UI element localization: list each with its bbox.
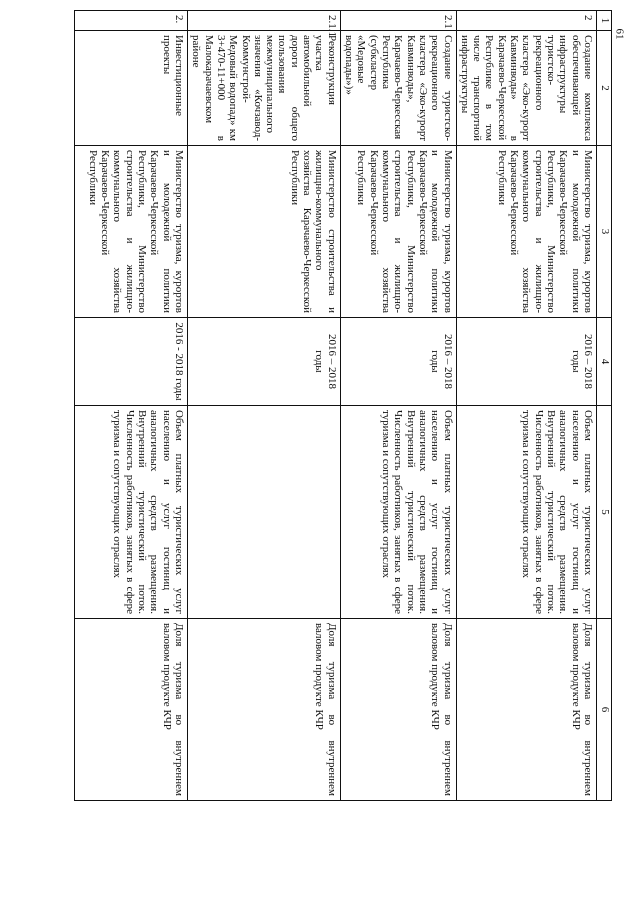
row-name: Создание туристско-рекреационного кластера «Эко-курорт Кавминводы», Карачаево-Черкесская Республика (субкластер «Медовые водопады»)»	[340, 31, 456, 146]
header-cell-5: 5	[597, 406, 612, 619]
row-period: 2016 – 2018 годы	[188, 318, 341, 406]
page-number: 61	[613, 28, 626, 40]
row-indicator: Доля туризма во внутреннем валовом продукте КЧР	[75, 619, 188, 801]
table-row	[456, 11, 596, 801]
header-cell-3: 3	[597, 146, 612, 318]
row-name: Реконструкция участка автомобильной дороги общего пользования межмуниципального значения «Кочзавод-Коммунстрой-Медовый водопад» км 3+470-11+000 в Малокарачаевском районе	[188, 31, 341, 146]
header-cell-6: 6	[597, 619, 612, 801]
row-number: 2.1	[340, 11, 456, 31]
row-number: 2.	[75, 11, 188, 31]
row-period: 2016 – 2018 годы	[456, 318, 596, 406]
row-name: Создание комплекса обеспечивающей инфраструктуры туристско-рекреационного кластера «Эко-курорт Кавминводы» в Карачаево-Черкесской Республике в том числе транспортной инфраструктуры	[456, 31, 596, 146]
row-result: Объем платных туристических услуг населению и услуг гостиниц и аналогичных средств размещения. Внутренний туристический поток. Численность работников, занятых в сфере туризма и сопутствующих отраслях	[456, 406, 596, 619]
row-number: 2	[456, 11, 596, 31]
row-executor: Министерство туризма, курортов и молодежной политики Карачаево-Черкесской Республики, Министерство строительства и жилищно-коммунального хозяйства Карачаево-Черкесской Республики	[340, 146, 456, 318]
row-executor: Министерство туризма, курортов и молодежной политики Карачаево-Черкесской Республики, Министерство строительства и жилищно-коммунального хозяйства Карачаево-Черкесской Республики	[75, 146, 188, 318]
row-executor: Министерство туризма, курортов и молодежной политики Карачаево-Черкесской Республики, Министерство строительства и жилищно-коммунального хозяйства Карачаево-Черкесской Республики	[456, 146, 596, 318]
header-cell-2: 2	[597, 31, 612, 146]
row-number: 2.1.1	[188, 11, 341, 31]
row-name: Инвестиционные проекты	[75, 31, 188, 146]
header-cell-1: 1	[597, 11, 612, 31]
row-indicator: Доля туризма во внутреннем валовом продукте КЧР	[340, 619, 456, 801]
row-period: 2016 – 2018 годы	[340, 318, 456, 406]
row-result: Объем платных туристических услуг населению и услуг гостиниц и аналогичных средств размещения. Внутренний туристический поток. Численность работников, занятых в сфере туризма и сопутствующих отраслях	[75, 406, 188, 619]
row-indicator: Доля туризма во внутреннем валовом продукте КЧР	[456, 619, 596, 801]
table-header-row	[597, 11, 612, 801]
row-result	[188, 406, 341, 619]
row-result: Объем платных туристических услуг населению и услуг гостиниц и аналогичных средств размещения. Внутренний туристический поток. Численность работников, занятых в сфере туризма и сопутствующих отраслях	[340, 406, 456, 619]
program-table	[74, 10, 612, 801]
rotated-table-container	[52, 10, 612, 800]
row-period: 2016 - 2018 годы	[75, 318, 188, 406]
table-row	[340, 11, 456, 801]
row-executor: Министерство строительства и жилищно-коммунального хозяйства Карачаево-Черкесской Республики	[188, 146, 341, 318]
row-indicator: Доля туризма во внутреннем валовом продукте КЧР	[188, 619, 341, 801]
header-cell-4: 4	[597, 318, 612, 406]
table-row	[188, 11, 341, 801]
table-row	[75, 11, 188, 801]
